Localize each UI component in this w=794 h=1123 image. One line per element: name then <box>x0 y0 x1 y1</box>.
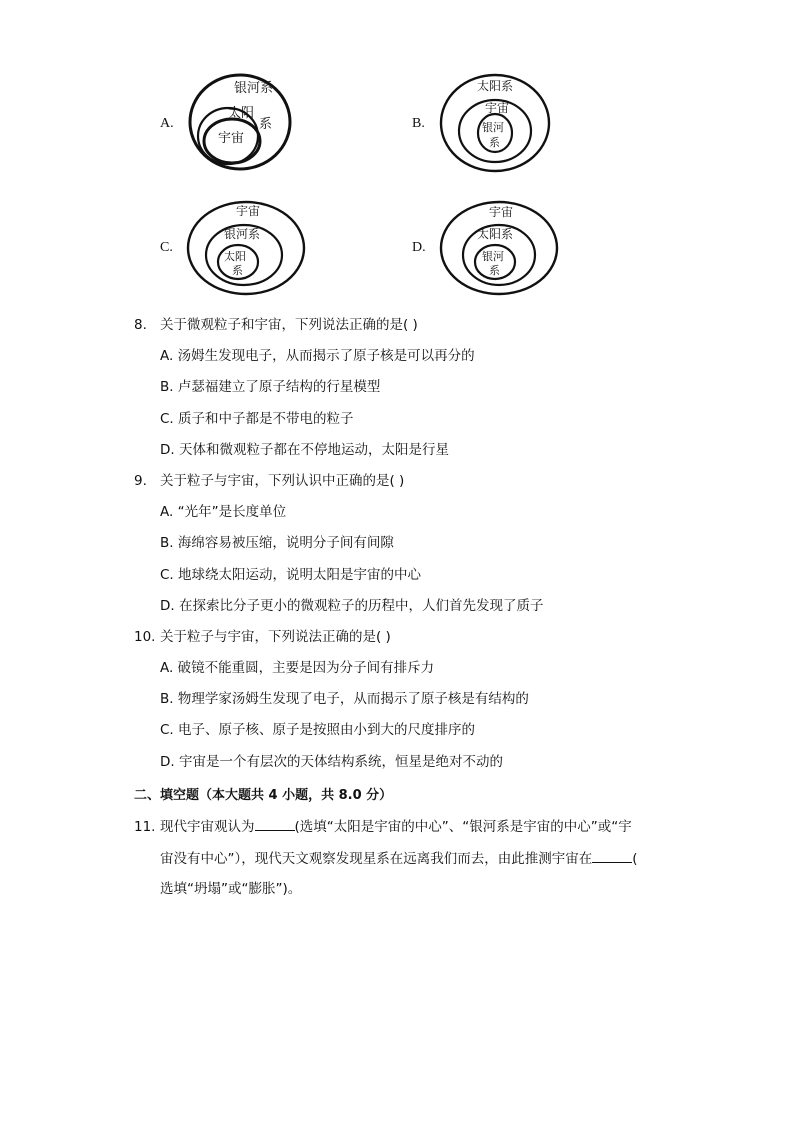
question-8-number: 8. <box>134 317 147 333</box>
question-8-option-d: D. 天体和微观粒子都在不停地运动，太阳是行星 <box>160 442 449 458</box>
diagram-a <box>186 70 298 176</box>
diagram-d-label-3: 银河 <box>482 250 504 263</box>
question-8-option-c: C. 质子和中子都是不带电的粒子 <box>160 411 354 427</box>
question-10-number: 10. <box>134 629 156 645</box>
diagram-b-letter: B. <box>412 116 425 131</box>
diagram-d-label-4: 系 <box>489 264 500 277</box>
diagram-d-letter: D. <box>412 240 426 255</box>
diagram-b-label-2: 宇宙 <box>485 101 510 115</box>
question-8 <box>134 315 418 335</box>
question-10-stem: 关于粒子与宇宙，下列说法正确的是( ) <box>160 629 391 645</box>
diagram-a-label-4: 宇宙 <box>218 131 245 146</box>
diagram-d <box>437 198 561 298</box>
diagram-d-label-2: 太阳系 <box>477 227 514 241</box>
question-9-number: 9. <box>134 473 147 489</box>
answer-blank-1[interactable] <box>255 816 295 831</box>
question-11-line-2 <box>160 848 638 869</box>
diagram-a-label-2: 太阳 <box>228 106 255 121</box>
diagram-c-label-2: 银河系 <box>224 227 261 241</box>
diagram-b-label-3: 银河 <box>482 121 504 134</box>
question-8-option-a: A. 汤姆生发现电子，从而揭示了原子核是可以再分的 <box>160 348 475 364</box>
question-11-text-2b: ( <box>632 851 638 867</box>
diagram-a-label-3: 系 <box>259 117 273 132</box>
diagram-b <box>437 70 553 176</box>
question-11-text-1a: 现代宇宙观认为 <box>160 819 255 835</box>
answer-blank-2[interactable] <box>592 848 632 863</box>
question-11-line-3: 选填“坍塌”或“膨胀”)。 <box>160 881 302 897</box>
section-heading: 二、填空题（本大题共 4 小题，共 8.0 分） <box>134 788 393 803</box>
question-8-stem: 关于微观粒子和宇宙，下列说法正确的是( ) <box>160 317 418 333</box>
question-9-option-d: D. 在探索比分子更小的微观粒子的历程中，人们首先发现了质子 <box>160 598 544 614</box>
question-11-line-1 <box>134 816 632 837</box>
diagram-a-label-1: 银河系 <box>234 81 274 96</box>
question-8-option-b: B. 卢瑟福建立了原子结构的行星模型 <box>160 379 381 395</box>
question-10-option-c: C. 电子、原子核、原子是按照由小到大的尺度排序的 <box>160 722 476 738</box>
question-9-option-b: B. 海绵容易被压缩，说明分子间有间隙 <box>160 535 394 551</box>
diagram-c-label-3: 太阳 <box>224 250 246 263</box>
diagram-d-label-1: 宇宙 <box>489 205 514 219</box>
question-11-number: 11. <box>134 819 156 835</box>
diagram-c-letter: C. <box>160 240 173 255</box>
question-9-option-c: C. 地球绕太阳运动，说明太阳是宇宙的中心 <box>160 567 422 583</box>
question-10 <box>134 627 391 647</box>
question-11-text-2a: 宙没有中心”），现代天文观察发现星系在远离我们而去，由此推测宇宙在 <box>160 851 593 867</box>
diagram-b-label-4: 系 <box>489 136 500 149</box>
diagram-c-label-4: 系 <box>232 264 243 277</box>
question-10-option-a: A. 破镜不能重圆，主要是因为分子间有排斥力 <box>160 660 435 676</box>
diagram-a-letter: A. <box>160 116 174 131</box>
diagram-c-label-1: 宇宙 <box>236 204 261 218</box>
question-9-stem: 关于粒子与宇宙，下列认识中正确的是( ) <box>160 473 405 489</box>
question-9 <box>134 471 404 491</box>
question-9-option-a: A. “光年”是长度单位 <box>160 504 287 520</box>
question-10-option-b: B. 物理学家汤姆生发现了电子，从而揭示了原子核是有结构的 <box>160 691 529 707</box>
question-11-text-1b: (选填“太阳是宇宙的中心”、“银河系是宇宙的中心”或“宇 <box>294 819 632 835</box>
diagram-c <box>184 198 308 298</box>
question-10-option-d: D. 宇宙是一个有层次的天体结构系统，恒星是绝对不动的 <box>160 754 503 770</box>
diagram-b-label-1: 太阳系 <box>477 79 514 93</box>
